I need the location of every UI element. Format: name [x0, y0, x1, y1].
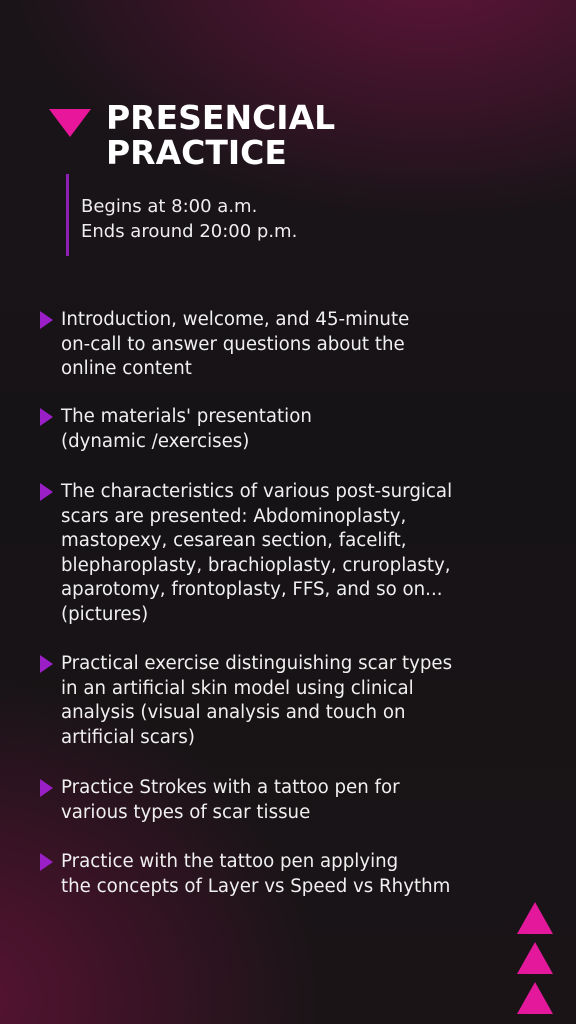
list-item-line: artificial scars) — [61, 726, 195, 748]
list-item-line: aparotomy, frontoplasty, FFS, and so on... — [61, 579, 443, 601]
up-triangle-icon — [517, 942, 553, 974]
list-item-line: (pictures) — [61, 603, 149, 625]
list-item-line: various types of scar tissue — [61, 801, 311, 823]
list-item-line: Practice with the tattoo pen applying — [61, 851, 399, 872]
right-triangle-icon — [40, 655, 53, 673]
list-item-line: Introduction, welcome, and 45-minute — [61, 309, 410, 330]
list-item-line: on-call to answer questions about the — [61, 333, 405, 355]
up-triangle-icon — [517, 902, 553, 934]
list-item-text — [61, 850, 531, 899]
list-item-line: in an artificial skin model using clinical — [61, 677, 414, 699]
list-item-line: online content — [61, 358, 192, 380]
up-triangle-icon — [517, 982, 553, 1014]
list-item-line: Practice Strokes with a tattoo pen for — [61, 777, 400, 798]
right-triangle-icon — [40, 779, 53, 797]
list-item-text — [61, 652, 531, 750]
right-triangle-icon — [40, 311, 53, 329]
list-item-line: (dynamic /exercises) — [61, 430, 250, 452]
list-item-line: Practical exercise distinguishing scar types — [61, 653, 453, 674]
list-item-line: analysis (visual analysis and touch on — [61, 702, 406, 724]
list-item-text — [61, 776, 531, 825]
schedule-begins: Begins at 8:00 a.m. — [81, 196, 258, 217]
list-item-text — [61, 480, 531, 628]
list-item-line: The characteristics of various post-surgical — [61, 481, 453, 502]
list-item-line: the concepts of Layer vs Speed vs Rhythm — [61, 875, 451, 897]
page-title-line-1: PRESENCIAL — [106, 98, 336, 137]
page-title-line-2: PRACTICE — [106, 133, 287, 172]
list-item-line: The materials' presentation — [61, 406, 312, 427]
list-item-text — [61, 308, 531, 382]
list-item-text — [61, 405, 531, 454]
schedule-ends: Ends around 20:00 p.m. — [81, 221, 298, 242]
list-item-line: scars are presented: Abdominoplasty, — [61, 505, 407, 527]
list-item-line: blepharoplasty, brachioplasty, cruroplasty, — [61, 554, 451, 576]
right-triangle-icon — [40, 408, 53, 426]
right-triangle-icon — [40, 483, 53, 501]
list-item-line: mastopexy, cesarean section, facelift, — [61, 530, 407, 552]
right-triangle-icon — [40, 853, 53, 871]
